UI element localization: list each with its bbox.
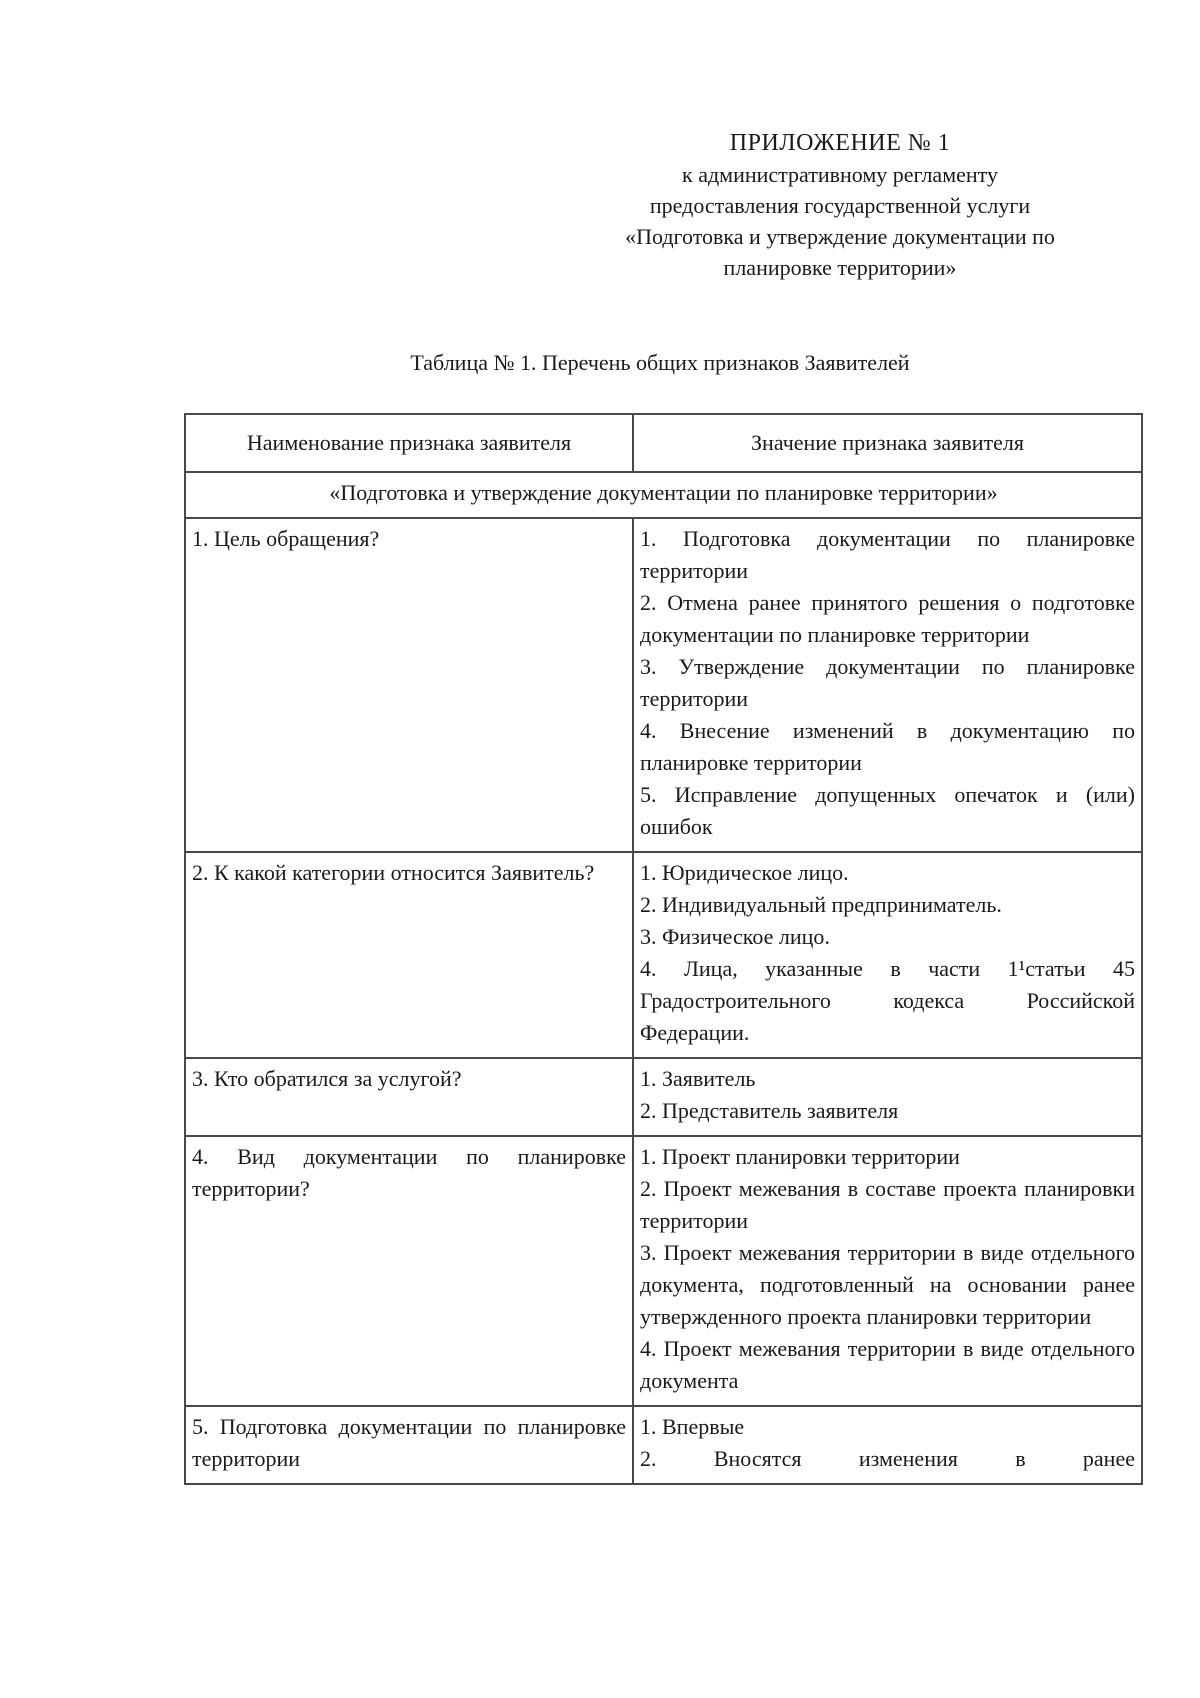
column-header-attribute: Наименование признака заявителя	[185, 414, 633, 472]
section-title-row	[185, 472, 1142, 518]
appendix-title: ПРИЛОЖЕНИЕ № 1	[729, 130, 951, 156]
column-header-value: Значение признака заявителя	[633, 414, 1142, 472]
appendix-header	[560, 128, 1120, 283]
value-cell	[633, 518, 1142, 852]
attribute-cell: 3. Кто обратился за услугой?	[185, 1058, 633, 1136]
table-row	[185, 1406, 1142, 1484]
table-row	[185, 518, 1142, 852]
value-cell	[633, 1406, 1142, 1484]
table-header-row	[185, 414, 1142, 472]
table-row	[185, 852, 1142, 1058]
value-item: 3. Утверждение документации по планировке территории	[640, 654, 1135, 711]
table-row	[185, 1136, 1142, 1406]
applicant-attributes-table	[184, 413, 1143, 1485]
value-item: 1. Юридическое лицо.	[640, 860, 849, 885]
value-item: 4. Проект межевания территории в виде отдельного документа	[640, 1336, 1135, 1393]
value-item: 4. Лица, указанные в части 1¹статьи 45 Градостроительного кодекса Российской Федерации.	[640, 956, 1135, 1045]
value-item: 1. Подготовка документации по планировке территории	[640, 526, 1135, 583]
value-item: 2. Проект межевания в составе проекта планировки территории	[640, 1176, 1135, 1233]
section-title: «Подготовка и утверждение документации по планировке территории»	[185, 472, 1142, 518]
value-item: 2. Индивидуальный предприниматель.	[640, 892, 1002, 917]
table-caption: Таблица № 1. Перечень общих признаков Заявителей	[410, 350, 910, 375]
attribute-cell: 5. Подготовка документации по планировке территории	[185, 1406, 633, 1484]
value-cell	[633, 1058, 1142, 1136]
value-item: 2. Представитель заявителя	[640, 1098, 899, 1123]
value-item: 5. Исправление допущенных опечаток и (или) ошибок	[640, 782, 1135, 839]
value-cell	[633, 852, 1142, 1058]
value-cell	[633, 1136, 1142, 1406]
attribute-cell: 4. Вид документации по планировке территории?	[185, 1136, 633, 1406]
value-item: 3. Физическое лицо.	[640, 924, 830, 949]
value-item: 4. Внесение изменений в документацию по планировке территории	[640, 718, 1135, 775]
table-row	[185, 1058, 1142, 1136]
value-item: 2. Вносятся изменения в ранее	[640, 1446, 1135, 1471]
value-item: 1. Заявитель	[640, 1066, 756, 1091]
attribute-cell: 2. К какой категории относится Заявитель?	[185, 852, 633, 1058]
attribute-cell: 1. Цель обращения?	[185, 518, 633, 852]
appendix-line: предоставления государственной услуги	[649, 193, 1031, 218]
value-item: 3. Проект межевания территории в виде отдельного документа, подготовленный на основании ранее утвержденного проекта планировки территории	[640, 1240, 1135, 1329]
value-item: 1. Проект планировки территории	[640, 1144, 960, 1169]
value-item: 2. Отмена ранее принятого решения о подготовке документации по планировке территории	[640, 590, 1135, 647]
value-item: 1. Впервые	[640, 1414, 745, 1439]
appendix-line: планировке территории»	[723, 255, 957, 280]
appendix-line: «Подготовка и утверждение документации по	[625, 224, 1055, 249]
appendix-line: к административному регламенту	[682, 162, 998, 187]
